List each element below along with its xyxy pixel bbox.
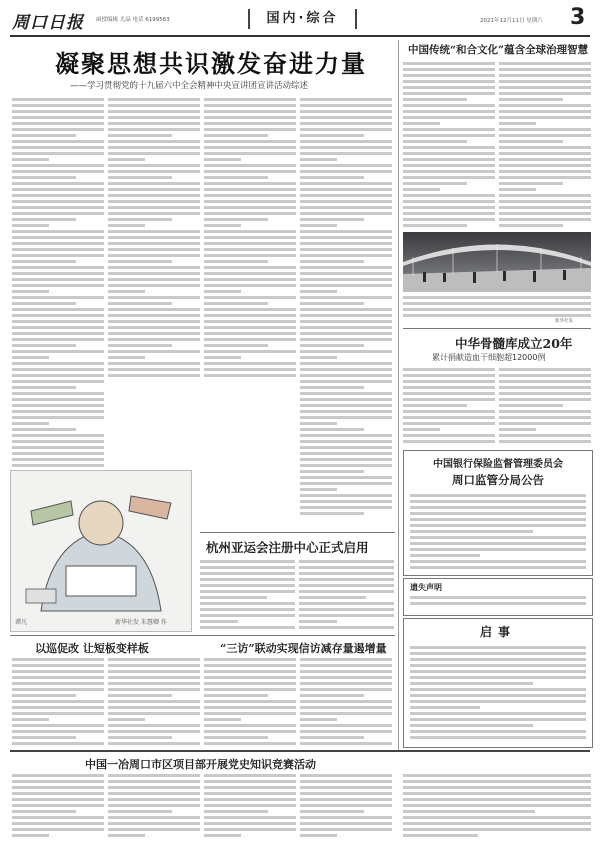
column-divider <box>398 40 399 750</box>
cartoon-caption-left: 谭凡 <box>15 619 28 626</box>
divider-hangzhou <box>200 532 395 533</box>
hangzhou-col-1 <box>200 560 295 632</box>
hehe-title: 中国传统“和合文化”蕴含全球治理智慧 <box>408 44 589 56</box>
lost-notice-text <box>410 596 586 612</box>
qishi-text <box>410 646 586 742</box>
masthead-rule <box>10 35 590 37</box>
qishi-box <box>403 618 593 748</box>
bottom-col-4 <box>300 774 392 842</box>
issue-date: 2021年12月11日 星期六 <box>480 18 543 24</box>
bottom-col-1 <box>12 774 104 842</box>
hehe-col-1 <box>403 62 495 230</box>
editor-info: 函授编辑 尤晶 电话 6199563 <box>96 17 170 23</box>
bottom-col-3 <box>204 774 296 842</box>
newspaper-logo: 周口日报 <box>12 13 84 33</box>
bottom-col-5 <box>403 774 591 842</box>
lead-title: 凝聚思想共识激发奋进力量 <box>55 49 367 78</box>
cartoon-illustration <box>11 471 191 631</box>
page-number: 3 <box>570 5 586 30</box>
yiqi-col-2 <box>108 658 200 746</box>
hangzhou-title: 杭州亚运会注册中心正式启用 <box>206 540 369 555</box>
section-name: 国内·综合 <box>266 11 339 26</box>
photo-credit: 新华社发 <box>555 319 573 324</box>
notice-box <box>403 450 593 576</box>
lead-subtitle: ——学习贯彻党的十九届六中全会精神中央宣讲团宣讲活动综述 <box>70 81 309 91</box>
bottom-title: 中国一冶周口市区项目部开展党史知识竞赛活动 <box>85 758 316 771</box>
notice-text <box>410 494 586 574</box>
editorial-cartoon <box>10 470 192 632</box>
news-photo <box>403 232 591 292</box>
photo-image <box>403 232 591 292</box>
yiqi-col-1 <box>12 658 104 746</box>
notice-title-1: 中国银行保险监督管理委员会 <box>433 459 563 470</box>
cartoon-caption-right: 新华社发 朱慧卿 作 <box>115 619 167 626</box>
masthead <box>0 0 600 36</box>
section-label <box>248 9 357 29</box>
bone-col-1 <box>403 368 495 448</box>
divider-bone <box>403 328 591 329</box>
bottom-col-2 <box>108 774 200 842</box>
bone-title: 中华骨髓库成立20年 <box>455 336 573 351</box>
hangzhou-col-2 <box>299 560 394 632</box>
hehe-col-2 <box>499 62 591 230</box>
yiqi-title: 以巡促改 让短板变样板 <box>35 642 149 655</box>
divider-bottom <box>10 750 590 752</box>
lead-col-3 <box>204 98 296 378</box>
lead-col-4 <box>300 98 392 520</box>
divider-yiqi <box>10 635 395 636</box>
sanfang-col-1 <box>204 658 296 746</box>
lost-notice <box>403 578 593 616</box>
qishi-title: 启事 <box>479 625 516 639</box>
bone-col-2 <box>499 368 591 448</box>
lost-notice-title: 遗失声明 <box>410 583 442 592</box>
notice-title-2: 周口监管分局公告 <box>452 473 544 487</box>
sanfang-col-2 <box>300 658 392 746</box>
bone-subtitle: 累计捐献造血干细胞超12000例 <box>432 353 546 362</box>
sanfang-title: “三访”联动实现信访减存量遏增量 <box>220 642 387 655</box>
lead-col-1 <box>12 98 104 470</box>
lead-col-2 <box>108 98 200 378</box>
